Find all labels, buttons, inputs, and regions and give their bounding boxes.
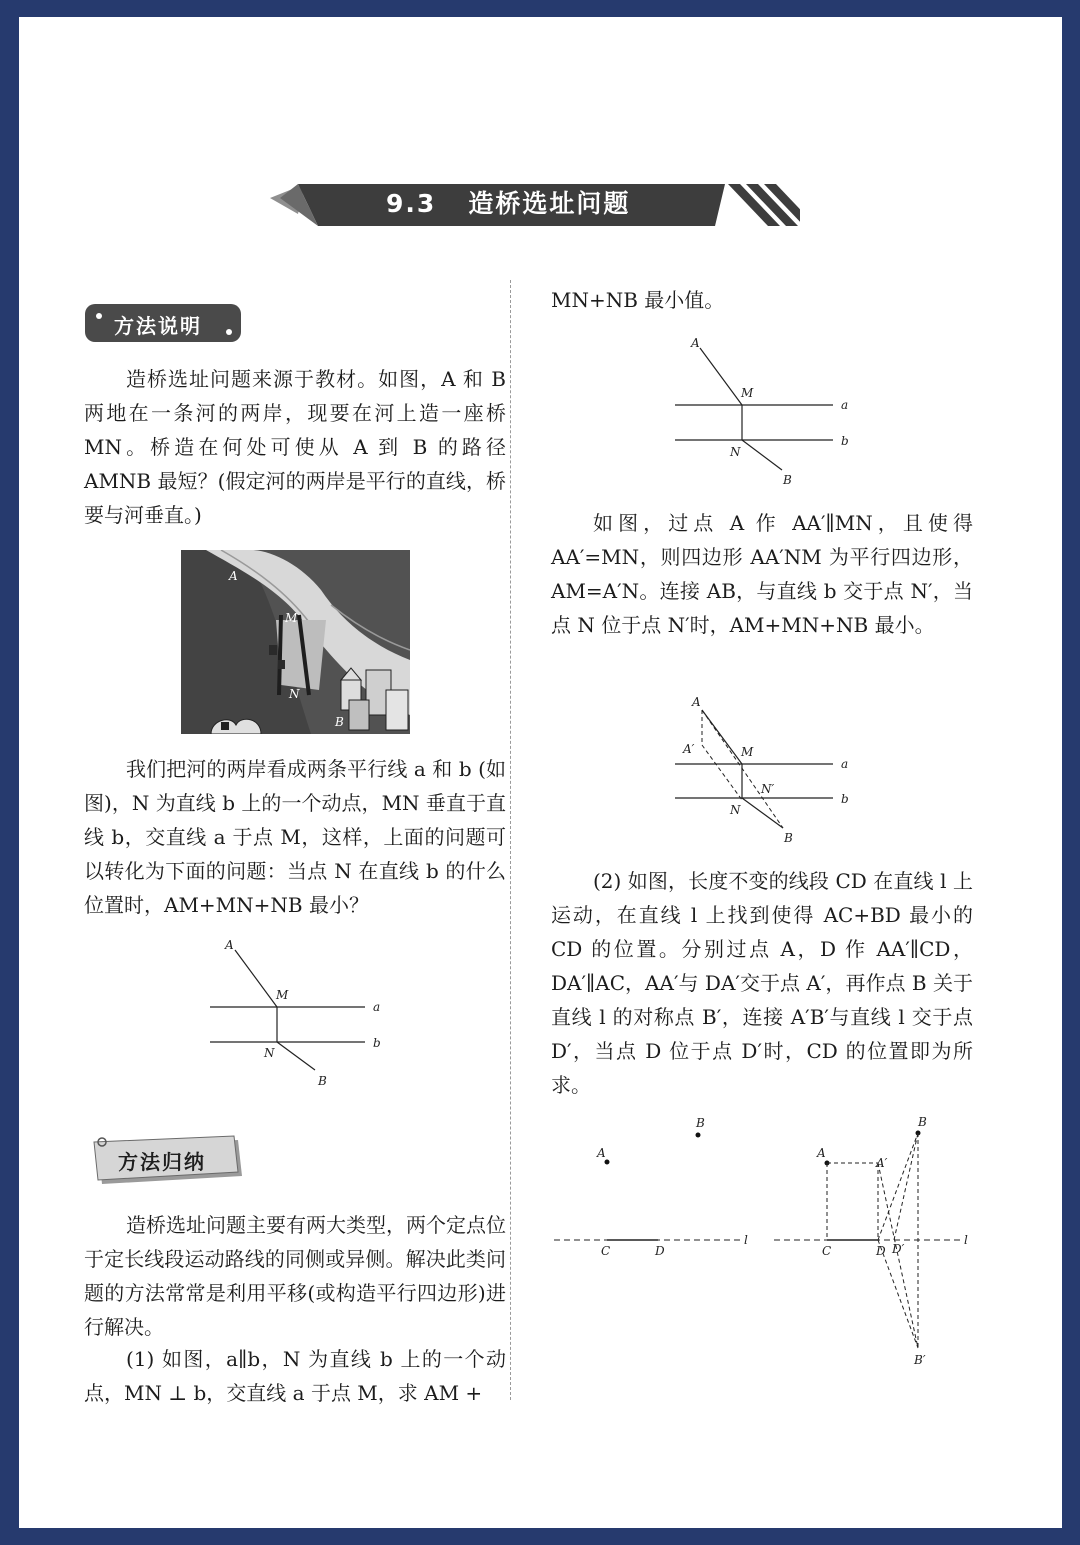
segment-figure-1: [552, 1105, 762, 1265]
left-fig-label-b: b: [373, 1036, 381, 1050]
seg2-label-D-prime: D′: [892, 1242, 905, 1256]
column-divider: [510, 280, 511, 1400]
method-summary-label: 方法归纳: [118, 1150, 206, 1174]
river-figure-right-2: [665, 690, 865, 850]
seg1-label-D: D: [655, 1244, 665, 1258]
r1-fig-label-a: a: [841, 398, 849, 412]
segment-figure-2: [772, 1108, 982, 1373]
r2-fig-label-B: B: [784, 831, 793, 845]
left-paragraph-2: 我们把河的两岸看成两条平行线 a 和 b (如图)，N 为直线 b 上的一个动点，MN 垂直于直线 b，交直线 a 于点 M，这样，上面的问题可以转化为下面的问题：当点 N 在直线 b 的什么位置时，AM+MN+NB 最小？: [84, 757, 506, 917]
section-title-text: 造桥选址问题: [468, 189, 631, 218]
left-fig-label-B: B: [318, 1074, 327, 1088]
left-fig-label-a: a: [373, 1000, 381, 1014]
seg2-label-C: C: [822, 1244, 832, 1258]
seg1-label-A: A: [597, 1146, 606, 1160]
right-paragraph-1: MN+NB 最小值。: [551, 288, 725, 312]
r1-fig-label-b: b: [841, 434, 849, 448]
right-paragraph-3: (2) 如图，长度不变的线段 CD 在直线 l 上运动，在直线 l 上找到使得 AC+BD 最小的 CD 的位置。分别过点 A，D 作 AA′∥CD，DA′∥AC，AA′与 DA′交于点 A′，再作点 B 关于直线 l 的对称点 B′，连接 A′B′与直线 l 交于点 D′，当点 D 位于点 D′时，CD 的位置即为所求。: [551, 869, 973, 1097]
r2-fig-label-N: N: [730, 803, 741, 817]
river-figure-right-1: [665, 330, 865, 490]
left-paragraph-1: 造桥选址问题来源于教材。如图，A 和 B 两地在一条河的两岸，现要在河上造一座桥 MN。桥造在何处可使从 A 到 B 的路径 AMNB 最短？(假定河的两岸是平行的直线，桥要与河垂直。): [84, 367, 506, 527]
r2-fig-label-N-prime: N′: [761, 782, 775, 796]
seg2-label-B: B: [918, 1115, 927, 1129]
photo-label-A: A: [229, 569, 238, 583]
left-paragraph-3: 造桥选址问题主要有两大类型，两个定点位于定长线段运动路线的同侧或异侧。解决此类问题的方法常常是利用平移(或构造平行四边形)进行解决。: [84, 1213, 506, 1339]
r2-fig-label-b: b: [841, 792, 849, 806]
method-explain-label: 方法说明: [114, 314, 202, 338]
photo-label-N: N: [289, 687, 300, 701]
r1-fig-label-M: M: [741, 386, 754, 400]
left-fig-label-A: A: [225, 938, 234, 952]
left-fig-label-N: N: [264, 1046, 275, 1060]
section-number: 9.3: [386, 189, 437, 218]
r2-fig-label-M: M: [741, 745, 754, 759]
seg1-label-B: B: [696, 1116, 705, 1130]
river-figure-left: [200, 935, 400, 1095]
seg1-label-l: l: [744, 1233, 748, 1247]
photo-label-B: B: [335, 715, 344, 729]
seg2-label-D: D: [876, 1244, 886, 1258]
r1-fig-label-A: A: [691, 336, 700, 350]
r2-fig-label-A-prime: A′: [683, 742, 695, 756]
left-paragraph-4: (1) 如图，a∥b，N 为直线 b 上的一个动点，MN ⊥ b，交直线 a 于点 M，求 AM +: [84, 1347, 506, 1405]
r2-fig-label-a: a: [841, 757, 849, 771]
seg2-label-l: l: [964, 1233, 968, 1247]
left-fig-label-M: M: [276, 988, 289, 1002]
seg1-label-C: C: [601, 1244, 611, 1258]
right-paragraph-2: 如图，过点 A 作 AA′∥MN，且使得 AA′=MN，则四边形 AA′NM 为平行四边形，AM=A′N。连接 AB，与直线 b 交于点 N′，当点 N 位于点 N′时，AM+MN+NB 最小。: [551, 511, 973, 637]
photo-label-M: M: [285, 611, 298, 625]
seg2-label-A: A: [817, 1146, 826, 1160]
seg2-label-B-prime: B′: [914, 1353, 926, 1367]
bridge-photo: [181, 550, 410, 734]
section-title: [386, 184, 630, 220]
r1-fig-label-N: N: [730, 445, 741, 459]
r1-fig-label-B: B: [783, 473, 792, 487]
seg2-label-A-prime: A′: [876, 1156, 888, 1170]
r2-fig-label-A: A: [692, 695, 701, 709]
